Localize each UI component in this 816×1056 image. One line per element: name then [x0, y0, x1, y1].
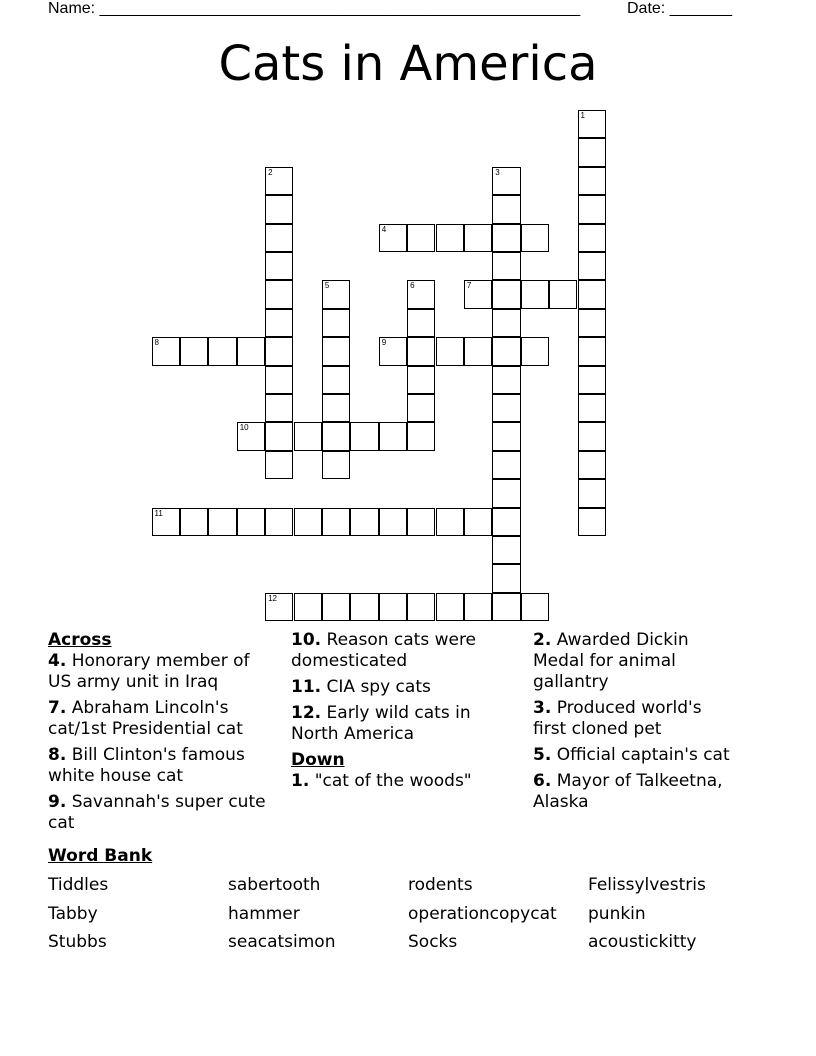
crossword-cell[interactable]	[578, 451, 606, 479]
down-heading: Down	[291, 750, 345, 770]
cell-number: 5	[324, 281, 330, 291]
crossword-cell[interactable]	[436, 337, 464, 365]
crossword-cell[interactable]	[265, 451, 293, 479]
crossword-cell[interactable]	[322, 593, 350, 621]
across-heading: Across	[48, 630, 112, 650]
crossword-cell[interactable]	[521, 593, 549, 621]
clue-down-3: 3. Produced world's first cloned pet	[533, 698, 702, 739]
word-bank-item: hammer	[228, 904, 300, 924]
crossword-cell[interactable]	[492, 508, 520, 536]
crossword-cell[interactable]	[180, 337, 208, 365]
crossword-cell[interactable]	[464, 508, 492, 536]
word-bank-item: Stubbs	[48, 932, 107, 952]
crossword-cell[interactable]	[379, 337, 407, 365]
crossword-cell[interactable]	[265, 394, 293, 422]
cell-number: 1	[580, 111, 585, 120]
word-bank-item: Felissylvestris	[588, 875, 706, 895]
crossword-cell[interactable]	[265, 508, 293, 536]
crossword-cell[interactable]	[265, 224, 293, 252]
crossword-cell[interactable]	[265, 167, 293, 195]
clues-column-1	[48, 630, 278, 839]
clue-down-1: 1. "cat of the woods"	[291, 771, 472, 791]
crossword-cell[interactable]	[407, 309, 435, 337]
crossword-cell[interactable]	[492, 479, 520, 507]
crossword-cell[interactable]	[407, 224, 435, 252]
date-field: Date: _______	[627, 0, 732, 17]
crossword-cell[interactable]	[265, 195, 293, 223]
crossword-cell[interactable]	[578, 110, 606, 138]
clue-down-6: 6. Mayor of Talkeetna, Alaska	[533, 771, 723, 812]
crossword-cell[interactable]	[549, 280, 577, 308]
crossword-cell[interactable]	[436, 593, 464, 621]
crossword-cell[interactable]	[436, 508, 464, 536]
crossword-cell[interactable]	[152, 508, 180, 536]
crossword-cell[interactable]	[379, 422, 407, 450]
crossword-cell[interactable]	[265, 280, 293, 308]
crossword-cell[interactable]	[208, 337, 236, 365]
crossword-cell[interactable]	[492, 337, 520, 365]
clue-across-9: 9. Savannah's super cute cat	[48, 792, 266, 833]
crossword-cell[interactable]	[407, 280, 435, 308]
crossword-cell[interactable]	[407, 337, 435, 365]
crossword-cell[interactable]	[294, 508, 322, 536]
crossword-cell[interactable]	[180, 508, 208, 536]
crossword-cell[interactable]	[492, 195, 520, 223]
crossword-cell[interactable]	[322, 366, 350, 394]
word-bank-item: Tabby	[48, 904, 98, 924]
crossword-cell[interactable]	[208, 508, 236, 536]
crossword-cell[interactable]	[265, 309, 293, 337]
crossword-cell[interactable]	[265, 337, 293, 365]
crossword-cell[interactable]	[379, 224, 407, 252]
cell-number: 12	[268, 593, 277, 603]
crossword-cell[interactable]	[237, 337, 265, 365]
word-bank-item: Socks	[408, 932, 458, 952]
word-bank-item: sabertooth	[228, 875, 321, 895]
crossword-cell[interactable]	[492, 394, 520, 422]
crossword-cell[interactable]	[265, 366, 293, 394]
crossword-cell[interactable]	[322, 394, 350, 422]
crossword-cell[interactable]	[492, 536, 520, 564]
crossword-cell[interactable]	[492, 451, 520, 479]
cell-number: 6	[410, 281, 415, 291]
crossword-cell[interactable]	[578, 479, 606, 507]
clue-across-7: 7. Abraham Lincoln's cat/1st Presidential cat	[48, 698, 243, 739]
crossword-cell[interactable]	[464, 224, 492, 252]
page-title: Cats in America	[218, 36, 598, 92]
cell-number: 11	[154, 508, 163, 518]
crossword-cell[interactable]	[578, 224, 606, 252]
cell-number: 3	[495, 167, 500, 177]
crossword-cell[interactable]	[322, 451, 350, 479]
crossword-cell[interactable]	[379, 508, 407, 536]
clue-across-8: 8. Bill Clinton's famous white house cat	[48, 745, 245, 786]
crossword-cell[interactable]	[578, 508, 606, 536]
crossword-cell[interactable]	[265, 593, 293, 621]
crossword-cell[interactable]	[492, 224, 520, 252]
crossword-cell[interactable]	[265, 422, 293, 450]
crossword-cell[interactable]	[436, 224, 464, 252]
crossword-cell[interactable]	[492, 366, 520, 394]
clue-down-2: 2. Awarded Dickin Medal for animal gallantry	[533, 630, 689, 692]
crossword-cell[interactable]	[294, 593, 322, 621]
word-bank-item: Tiddles	[48, 875, 109, 895]
crossword-cell[interactable]	[464, 337, 492, 365]
crossword-cell[interactable]	[407, 593, 435, 621]
crossword-cell[interactable]	[322, 422, 350, 450]
crossword-cell[interactable]	[464, 593, 492, 621]
crossword-cell[interactable]	[578, 167, 606, 195]
word-bank-item: operationcopycat	[408, 904, 557, 924]
crossword-cell[interactable]	[578, 337, 606, 365]
crossword-cell[interactable]	[492, 252, 520, 280]
crossword-cell[interactable]	[265, 252, 293, 280]
name-field: Name: ______________________________________________________	[48, 0, 581, 17]
crossword-cell[interactable]	[492, 167, 520, 195]
crossword-cell[interactable]	[350, 422, 378, 450]
crossword-cell[interactable]	[322, 508, 350, 536]
crossword-cell[interactable]	[578, 195, 606, 223]
clues-column-2	[291, 630, 523, 797]
word-bank-item: seacatsimon	[228, 932, 336, 952]
crossword-cell[interactable]	[322, 337, 350, 365]
clue-across-4: 4. Honorary member of US army unit in Iraq	[48, 651, 250, 692]
crossword-cell[interactable]	[350, 508, 378, 536]
crossword-cell[interactable]	[578, 138, 606, 166]
crossword-cell[interactable]	[521, 224, 549, 252]
crossword-cell[interactable]	[578, 366, 606, 394]
crossword-cell[interactable]	[407, 508, 435, 536]
crossword-cell[interactable]	[322, 309, 350, 337]
crossword-cell[interactable]	[492, 564, 520, 592]
crossword-cell[interactable]	[578, 280, 606, 308]
crossword-cell[interactable]	[350, 593, 378, 621]
crossword-cell[interactable]	[379, 593, 407, 621]
crossword-cell[interactable]	[407, 394, 435, 422]
cell-number: 8	[154, 338, 159, 348]
crossword-cell[interactable]	[492, 422, 520, 450]
word-bank-item: rodents	[408, 875, 473, 895]
word-bank-item: acoustickitty	[588, 932, 697, 952]
crossword-cell[interactable]	[407, 422, 435, 450]
crossword-cell[interactable]	[464, 280, 492, 308]
clue-across-10: 10. Reason cats were domesticated	[291, 630, 477, 671]
crossword-cell[interactable]	[407, 366, 435, 394]
cell-number: 7	[466, 281, 472, 291]
clues-column-3	[533, 630, 733, 818]
crossword-cell[interactable]	[578, 422, 606, 450]
cell-number: 4	[381, 224, 387, 234]
crossword-cell[interactable]	[578, 394, 606, 422]
word-bank-title: Word Bank	[48, 846, 153, 866]
crossword-cell[interactable]	[152, 337, 180, 365]
clue-across-12: 12. Early wild cats in North America	[291, 703, 471, 744]
crossword-cell[interactable]	[578, 252, 606, 280]
crossword-cell[interactable]	[521, 337, 549, 365]
crossword-cell[interactable]	[237, 422, 265, 450]
crossword-cell[interactable]	[322, 280, 350, 308]
crossword-cell[interactable]	[492, 280, 520, 308]
crossword-cell[interactable]	[294, 422, 322, 450]
cell-number: 9	[381, 338, 387, 348]
crossword-cell[interactable]	[237, 508, 265, 536]
word-bank-item: punkin	[588, 904, 646, 924]
cell-number: 2	[268, 167, 273, 177]
crossword-cell[interactable]	[521, 280, 549, 308]
cell-number: 10	[239, 423, 249, 433]
crossword-cell[interactable]	[492, 593, 520, 621]
clue-down-5: 5. Official captain's cat	[533, 745, 730, 765]
crossword-cell[interactable]	[492, 309, 520, 337]
crossword-cell[interactable]	[578, 309, 606, 337]
clue-across-11: 11. CIA spy cats	[291, 677, 431, 697]
